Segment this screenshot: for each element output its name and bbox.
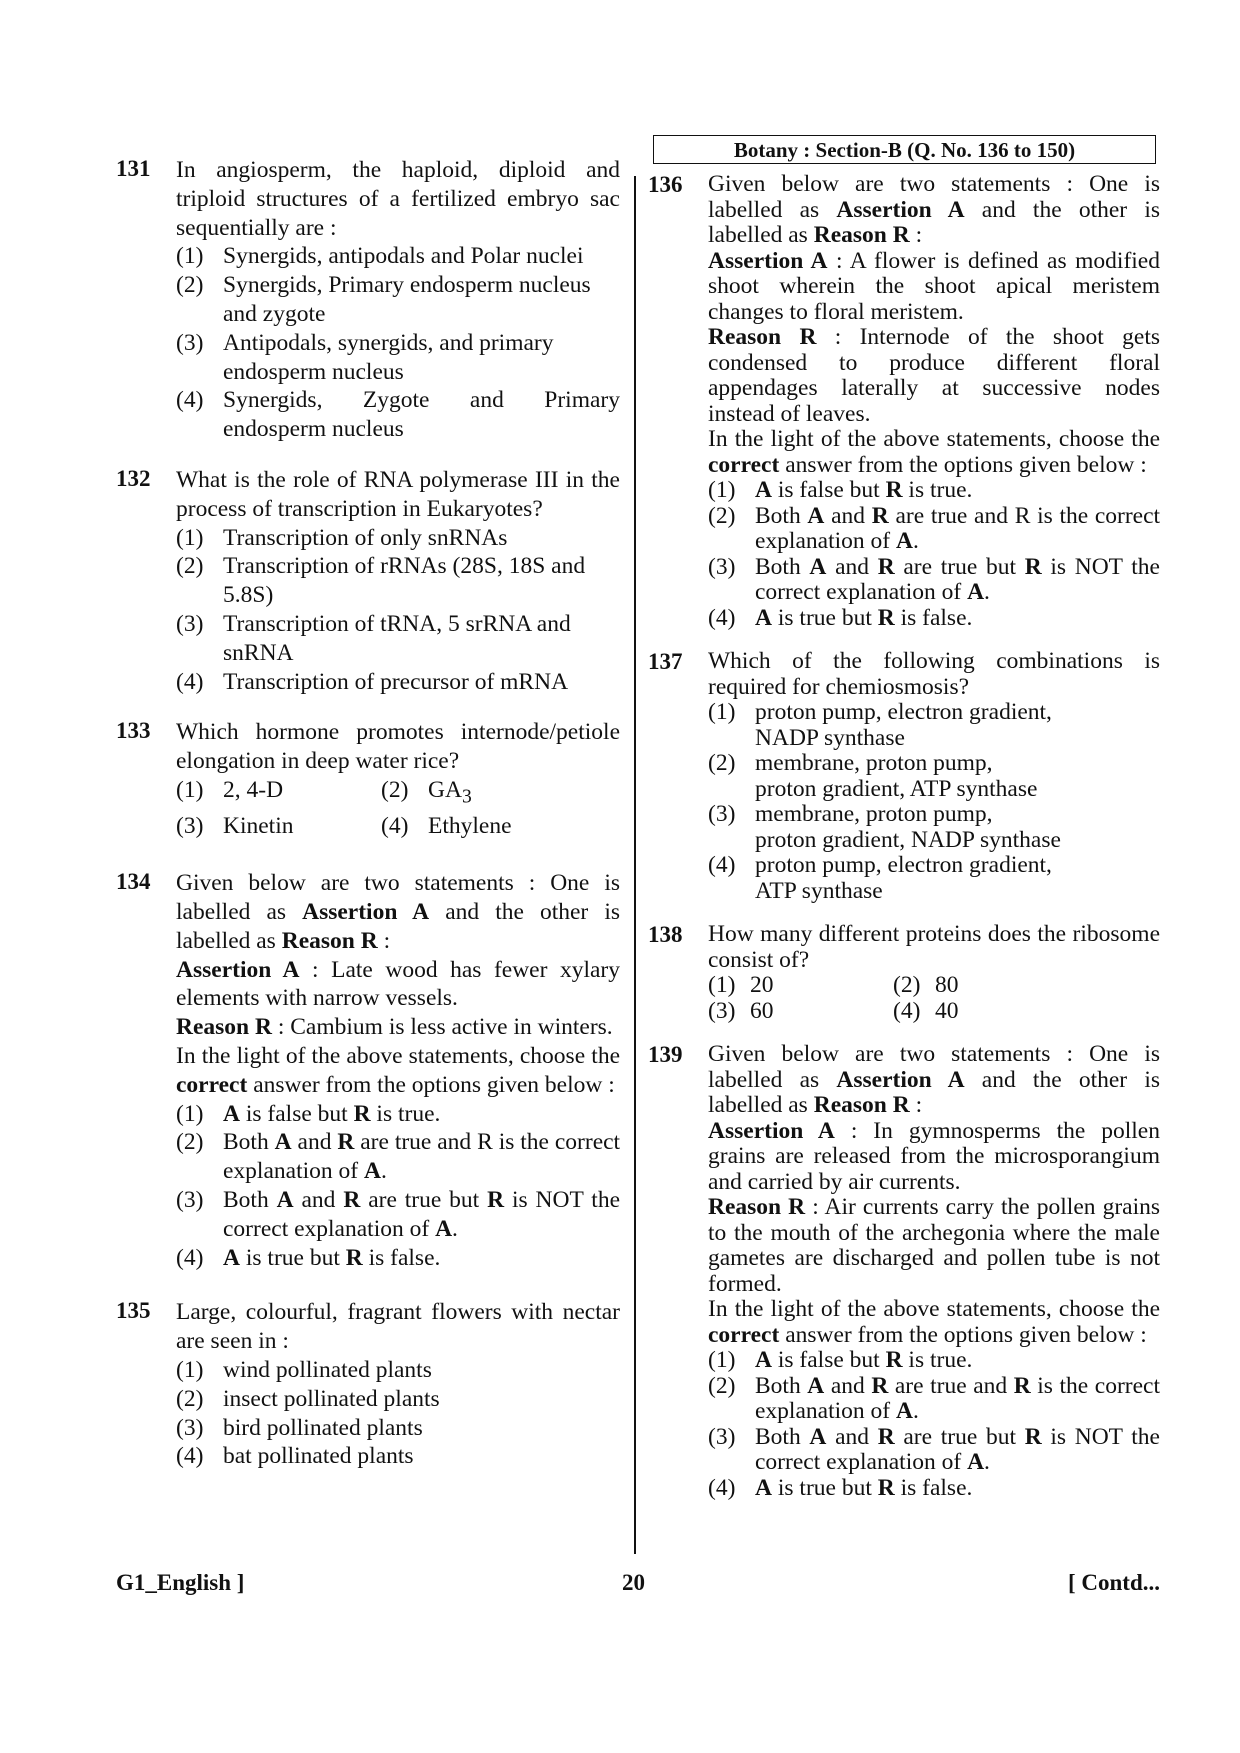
option-2[interactable]: (2) Transcription of rRNAs (28S, 18S and 5.8S) bbox=[176, 553, 586, 609]
option-3[interactable]: (3) membrane, proton pump, proton gradient, NADP synthase bbox=[708, 801, 1061, 853]
question-132 bbox=[116, 466, 620, 696]
option-4[interactable]: (4) A is true but R is false. bbox=[708, 604, 973, 631]
question-139 bbox=[648, 1042, 1160, 1501]
option-3[interactable]: (3) Kinetin bbox=[176, 813, 294, 840]
option-1[interactable]: (1) 2, 4-D bbox=[176, 776, 284, 803]
option-1[interactable]: (1) Transcription of only snRNAs bbox=[176, 524, 508, 551]
left-column bbox=[116, 138, 620, 1493]
option-3[interactable]: (3) Both A and R are true but R is NOT the correct explanation of A. bbox=[708, 553, 1160, 605]
question-number: 139 bbox=[648, 1042, 683, 1067]
section-header: Botany : Section-B (Q. No. 136 to 150) bbox=[653, 135, 1156, 164]
question-number: 133 bbox=[116, 718, 151, 744]
option-4[interactable]: (4) Synergids, Zygote and Primary endosperm nucleus bbox=[176, 387, 620, 443]
assertion-text: Assertion A : In gymnosperms the pollen grains are released from the microsporangium and carried by air currents. bbox=[708, 1117, 1160, 1195]
option-2[interactable]: (2) insect pollinated plants bbox=[176, 1385, 440, 1412]
question-stem: Given below are two statements : One is labelled as Assertion A and the other is labelled as Reason R : bbox=[708, 171, 1161, 248]
option-4[interactable]: (4) 40 bbox=[893, 997, 959, 1024]
option-2[interactable]: (2) Both A and R are true and R is the correct explanation of A. bbox=[176, 1129, 621, 1185]
question-stem: Which hormone promotes internode/petiole elongation in deep water rice? bbox=[176, 719, 620, 775]
instruction-text: In the light of the above statements, choose the correct answer from the options given below : bbox=[708, 1296, 1160, 1348]
question-134 bbox=[116, 869, 620, 1272]
reason-text: Reason R : Air currents carry the pollen grains to the mouth of the archegonia where the male gametes are discharged and pollen tube is not formed. bbox=[708, 1194, 1161, 1297]
option-2[interactable]: (2) Both A and R are true and R is the correct explanation of A. bbox=[708, 502, 1161, 554]
question-number: 136 bbox=[648, 172, 683, 197]
question-number: 138 bbox=[648, 922, 683, 947]
option-2[interactable]: (2) Both A and R are true and R is the correct explanation of A. bbox=[708, 1372, 1160, 1424]
question-stem: How many different proteins does the ribosome consist of? bbox=[708, 921, 1160, 973]
option-4[interactable]: (4) Transcription of precursor of mRNA bbox=[176, 668, 569, 695]
footer-booklet-code: G1_English ] bbox=[116, 1570, 245, 1595]
option-1[interactable]: (1) wind pollinated plants bbox=[176, 1356, 432, 1383]
assertion-text: Assertion A : A flower is defined as modified shoot wherein the shoot apical meristem changes to floral meristem. bbox=[708, 247, 1160, 325]
option-1[interactable]: (1) A is false but R is true. bbox=[176, 1100, 441, 1127]
option-3[interactable]: (3) Both A and R are true but R is NOT the correct explanation of A. bbox=[176, 1186, 621, 1242]
option-4[interactable]: (4) Ethylene bbox=[381, 813, 512, 840]
instruction-text: In the light of the above statements, choose the correct answer from the options given below : bbox=[176, 1043, 620, 1098]
page-number: 20 bbox=[622, 1570, 645, 1595]
option-4[interactable]: (4) bat pollinated plants bbox=[176, 1443, 414, 1470]
question-number: 131 bbox=[116, 156, 151, 181]
question-stem: In angiosperm, the haploid, diploid and triploid structures of a fertilized embryo sac sequentially are : bbox=[176, 157, 620, 241]
option-2[interactable]: (2) $GA_3$ bbox=[381, 776, 472, 808]
option-2[interactable]: (2) 80 bbox=[893, 972, 959, 998]
question-137 bbox=[648, 649, 1160, 904]
question-number: 132 bbox=[116, 465, 151, 491]
option-1[interactable]: (1) proton pump, electron gradient, NADP synthase bbox=[708, 699, 1052, 751]
question-138 bbox=[648, 922, 1160, 1024]
reason-text: Reason R : Internode of the shoot gets condensed to produce different floral appendages laterally at successive nodes instead of leaves. bbox=[708, 324, 1161, 427]
option-2[interactable]: (2) membrane, proton pump, proton gradient, ATP synthase bbox=[708, 750, 1038, 802]
column-divider bbox=[634, 176, 636, 1554]
option-3[interactable]: (3) bird pollinated plants bbox=[176, 1414, 423, 1441]
footer-contd: [ Contd... bbox=[1067, 1570, 1160, 1595]
right-column bbox=[648, 172, 1160, 1519]
question-stem: What is the role of RNA polymerase III in the process of transcription in Eukaryotes? bbox=[176, 466, 620, 522]
option-3[interactable]: (3) Both A and R are true but R is NOT the correct explanation of A. bbox=[708, 1423, 1160, 1475]
question-stem: Large, colourful, fragrant flowers with nectar are seen in : bbox=[176, 1299, 620, 1355]
option-4[interactable]: (4) proton pump, electron gradient, ATP synthase bbox=[708, 852, 1052, 904]
question-stem: Which of the following combinations is required for chemiosmosis? bbox=[708, 648, 1160, 700]
question-number: 134 bbox=[116, 869, 151, 895]
question-136 bbox=[648, 172, 1160, 631]
option-1[interactable]: (1) Synergids, antipodals and Polar nuclei bbox=[176, 243, 584, 270]
question-stem: Given below are two statements : One is labelled as Assertion A and the other is labelled as Reason R : bbox=[708, 1041, 1161, 1118]
option-1[interactable]: (1) 20 bbox=[708, 972, 774, 998]
option-3[interactable]: (3) Transcription of tRNA, 5 srRNA and snRNA bbox=[176, 610, 571, 666]
instruction-text: In the light of the above statements, choose the correct answer from the options given below : bbox=[708, 426, 1160, 478]
question-number: 137 bbox=[648, 649, 683, 674]
option-4[interactable]: (4) A is true but R is false. bbox=[176, 1244, 441, 1271]
reason-text: Reason R : Cambium is less active in winters. bbox=[176, 1014, 613, 1041]
question-133 bbox=[116, 718, 620, 841]
option-3[interactable]: (3) Antipodals, synergids, and primary endosperm nucleus bbox=[176, 329, 554, 385]
option-1[interactable]: (1) A is false but R is true. bbox=[708, 477, 973, 503]
question-131 bbox=[116, 156, 620, 444]
question-135 bbox=[116, 1298, 620, 1471]
question-number: 135 bbox=[116, 1298, 151, 1324]
question-stem: Given below are two statements : One is labelled as Assertion A and the other is labelled as Reason R : bbox=[176, 870, 620, 954]
option-3[interactable]: (3) 60 bbox=[708, 997, 774, 1024]
assertion-text: Assertion A : Late wood has fewer xylary elements with narrow vessels. bbox=[176, 956, 620, 1012]
option-1[interactable]: (1) A is false but R is true. bbox=[708, 1347, 973, 1373]
option-4[interactable]: (4) A is true but R is false. bbox=[708, 1474, 973, 1501]
option-2[interactable]: (2) Synergids, Primary endosperm nucleus and zygote bbox=[176, 272, 591, 327]
